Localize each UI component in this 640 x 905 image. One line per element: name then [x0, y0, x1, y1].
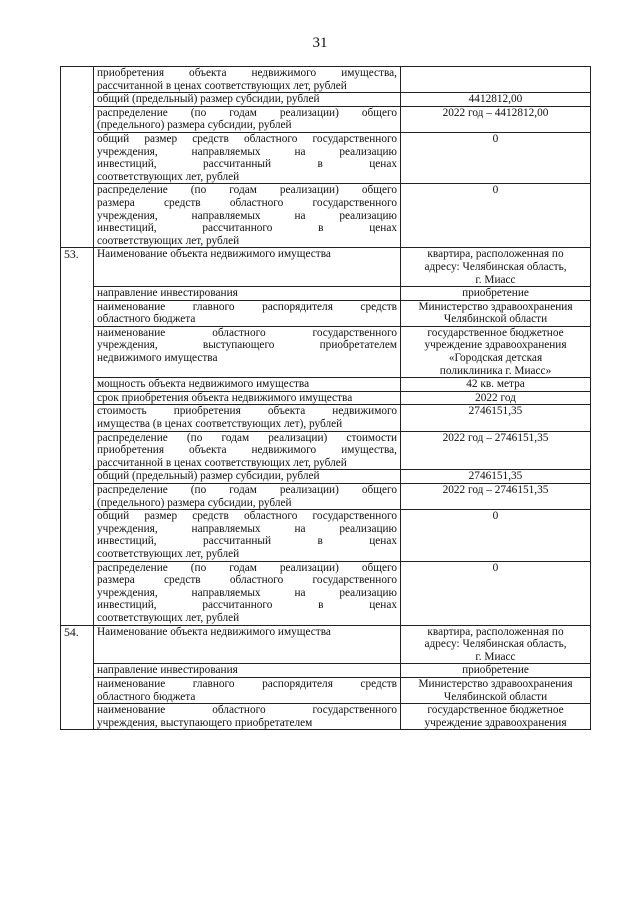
row-label: [94, 67, 401, 93]
table-row: [61, 664, 591, 678]
value-line: адресу: Челябинская область,: [424, 260, 567, 273]
table-row: [61, 287, 591, 301]
table-row: [61, 326, 591, 377]
value-line: 0: [492, 561, 499, 574]
value-line: Министерство здравоохранения: [418, 300, 573, 313]
row-value: [401, 287, 591, 301]
table-row: [61, 431, 591, 470]
row-number: 54.: [61, 625, 94, 664]
label-line: наименование главного распорядителя средств: [97, 677, 397, 690]
label-line: рассчитанной в ценах соответствующих лет, рублей: [97, 79, 347, 92]
row-value: [401, 470, 591, 484]
row-value: [401, 510, 591, 561]
value-line: г. Миасс: [475, 273, 516, 286]
label-line: стоимость приобретения объекта недвижимого: [97, 405, 397, 418]
value-line: учреждение здравоохранения: [424, 339, 567, 352]
row-number: [61, 287, 94, 301]
value-line: государственное бюджетное: [427, 326, 564, 339]
table-row: [61, 184, 591, 248]
table-row: [61, 561, 591, 625]
table-row: [61, 378, 591, 392]
row-label: [94, 431, 401, 470]
label-line: (предельного) размера субсидии, рублей: [97, 496, 292, 509]
row-label: [94, 470, 401, 484]
label-line: соответствующих лет, рублей: [97, 234, 240, 247]
label-line: инвестиций, рассчитанного в ценах: [97, 222, 397, 235]
table-row: [61, 625, 591, 664]
row-value: [401, 677, 591, 703]
row-value: [401, 625, 591, 664]
row-number: 53.: [61, 248, 94, 287]
row-value: [401, 391, 591, 405]
label-line: общий размер средств областного государственного: [97, 132, 397, 145]
table-row: [61, 67, 591, 93]
value-line: приобретение: [462, 287, 529, 300]
row-label: [94, 391, 401, 405]
label-line: направление инвестирования: [97, 664, 238, 677]
value-line: квартира, расположенная по: [427, 248, 564, 261]
page-number: 31: [312, 35, 328, 51]
row-label: [94, 184, 401, 248]
value-line: г. Миасс: [475, 650, 516, 663]
row-label: [94, 405, 401, 431]
table-row: [61, 704, 591, 730]
label-line: распределение (по годам реализации) стоимости: [97, 431, 397, 444]
row-value: [401, 132, 591, 183]
row-label: [94, 677, 401, 703]
table-row: [61, 248, 591, 287]
row-label: [94, 106, 401, 132]
row-label: [94, 300, 401, 326]
label-line: рассчитанной в ценах соответствующих лет, рублей: [97, 456, 347, 469]
table-row: [61, 391, 591, 405]
row-number: [61, 93, 94, 107]
label-line: Наименование объекта недвижимого имущества: [97, 248, 331, 261]
row-label: [94, 484, 401, 510]
label-line: инвестиций, рассчитанный в ценах: [97, 158, 397, 171]
label-line: мощность объекта недвижимого имущества: [97, 378, 310, 391]
label-line: учреждения, направляемых на реализацию: [97, 145, 397, 158]
value-line: 0: [492, 132, 499, 145]
value-line: Челябинской области: [443, 690, 548, 703]
value-line: приобретение: [462, 664, 529, 677]
value-line: 42 кв. метра: [466, 378, 525, 391]
row-label: [94, 561, 401, 625]
row-number: [61, 561, 94, 625]
value-line: квартира, расположенная по: [427, 625, 564, 638]
value-line: 0: [492, 184, 499, 197]
row-value: [401, 405, 591, 431]
table-row: [61, 106, 591, 132]
row-number: [61, 326, 94, 377]
row-number: [61, 664, 94, 678]
table-row: [61, 93, 591, 107]
row-value: [401, 300, 591, 326]
row-value: [401, 326, 591, 377]
value-line: поликлиника г. Миасс»: [439, 364, 552, 377]
row-label: [94, 510, 401, 561]
value-line: 2022 год – 4412812,00: [442, 106, 549, 119]
row-label: [94, 326, 401, 377]
label-line: соответствующих лет, рублей: [97, 547, 240, 560]
row-value: [401, 484, 591, 510]
value-line: 2746151,35: [468, 470, 523, 483]
row-value: [401, 93, 591, 107]
row-label: [94, 664, 401, 678]
value-line: 0: [492, 510, 499, 523]
table-row: [61, 484, 591, 510]
label-line: распределение (по годам реализации) общего: [97, 106, 397, 119]
row-value: [401, 106, 591, 132]
value-line: [404, 67, 587, 80]
row-value: [401, 704, 591, 730]
value-line: 2022 год – 2746151,35: [442, 431, 549, 444]
value-line: 2022 год – 2746151,35: [442, 484, 549, 496]
row-number: [61, 484, 94, 510]
label-line: распределение (по годам реализации) общего: [97, 184, 397, 197]
label-line: инвестиций, рассчитанного в ценах: [97, 599, 397, 612]
property-table: [60, 66, 591, 730]
row-number: [61, 405, 94, 431]
row-number: [61, 704, 94, 730]
row-number: [61, 677, 94, 703]
row-value: [401, 561, 591, 625]
label-line: общий размер средств областного государственного: [97, 510, 397, 523]
label-line: инвестиций, рассчитанный в ценах: [97, 535, 397, 548]
row-number: [61, 67, 94, 93]
label-line: наименование областного государственного: [97, 704, 397, 717]
table-row: [61, 470, 591, 484]
label-line: (предельного) размера субсидии, рублей: [97, 119, 292, 132]
label-line: наименование главного распорядителя средств: [97, 300, 397, 313]
value-line: учреждение здравоохранения: [424, 716, 567, 729]
row-value: [401, 67, 591, 93]
label-line: размера средств областного государственного: [97, 196, 397, 209]
row-value: [401, 184, 591, 248]
row-label: [94, 625, 401, 664]
label-line: размера средств областного государственного: [97, 574, 397, 587]
label-line: Наименование объекта недвижимого имущества: [97, 625, 331, 638]
row-number: [61, 132, 94, 183]
row-number: [61, 470, 94, 484]
table-row: [61, 677, 591, 703]
value-line: 4412812,00: [468, 93, 523, 106]
label-line: срок приобретения объекта недвижимого имущества: [97, 391, 353, 404]
label-line: учреждения, выступающего приобретателем: [97, 716, 313, 729]
row-value: [401, 431, 591, 470]
row-value: [401, 664, 591, 678]
label-line: приобретения объекта недвижимого имущества,: [97, 67, 397, 79]
label-line: распределение (по годам реализации) общего: [97, 484, 397, 496]
row-label: [94, 248, 401, 287]
row-number: [61, 510, 94, 561]
row-number: [61, 431, 94, 470]
row-label: [94, 93, 401, 107]
row-number: [61, 378, 94, 392]
value-line: государственное бюджетное: [427, 704, 564, 717]
row-label: [94, 378, 401, 392]
value-line: Министерство здравоохранения: [418, 677, 573, 690]
label-line: областного бюджета: [97, 690, 196, 703]
row-number: [61, 300, 94, 326]
table-row: [61, 510, 591, 561]
table-row: [61, 405, 591, 431]
label-line: направление инвестирования: [97, 287, 238, 300]
row-value: [401, 378, 591, 392]
table-row: [61, 300, 591, 326]
value-line: «Городская детская: [448, 352, 543, 365]
row-label: [94, 132, 401, 183]
table-body: [61, 67, 591, 730]
label-line: недвижимого имущества: [97, 352, 218, 365]
label-line: наименование областного государственного: [97, 326, 397, 339]
label-line: областного бюджета: [97, 313, 196, 326]
label-line: соответствующих лет, рублей: [97, 611, 240, 624]
label-line: распределение (по годам реализации) общего: [97, 561, 397, 574]
value-line: адресу: Челябинская область,: [424, 638, 567, 651]
row-value: [401, 248, 591, 287]
row-label: [94, 704, 401, 730]
label-line: учреждения, направляемых на реализацию: [97, 209, 397, 222]
label-line: общий (предельный) размер субсидии, рублей: [97, 93, 320, 106]
label-line: учреждения, направляемых на реализацию: [97, 522, 397, 535]
row-label: [94, 287, 401, 301]
label-line: соответствующих лет, рублей: [97, 170, 240, 183]
row-number: [61, 391, 94, 405]
row-number: [61, 184, 94, 248]
row-number: [61, 106, 94, 132]
value-line: 2022 год: [475, 391, 516, 404]
label-line: приобретения объекта недвижимого имущества,: [97, 444, 397, 457]
table-row: [61, 132, 591, 183]
label-line: имущества (в ценах соответствующих лет), рублей: [97, 418, 343, 431]
value-line: 2746151,35: [468, 405, 523, 418]
label-line: учреждения, выступающего приобретателем: [97, 339, 397, 352]
label-line: учреждения, направляемых на реализацию: [97, 586, 397, 599]
value-line: Челябинской области: [443, 313, 548, 326]
label-line: общий (предельный) размер субсидии, рублей: [97, 470, 320, 483]
